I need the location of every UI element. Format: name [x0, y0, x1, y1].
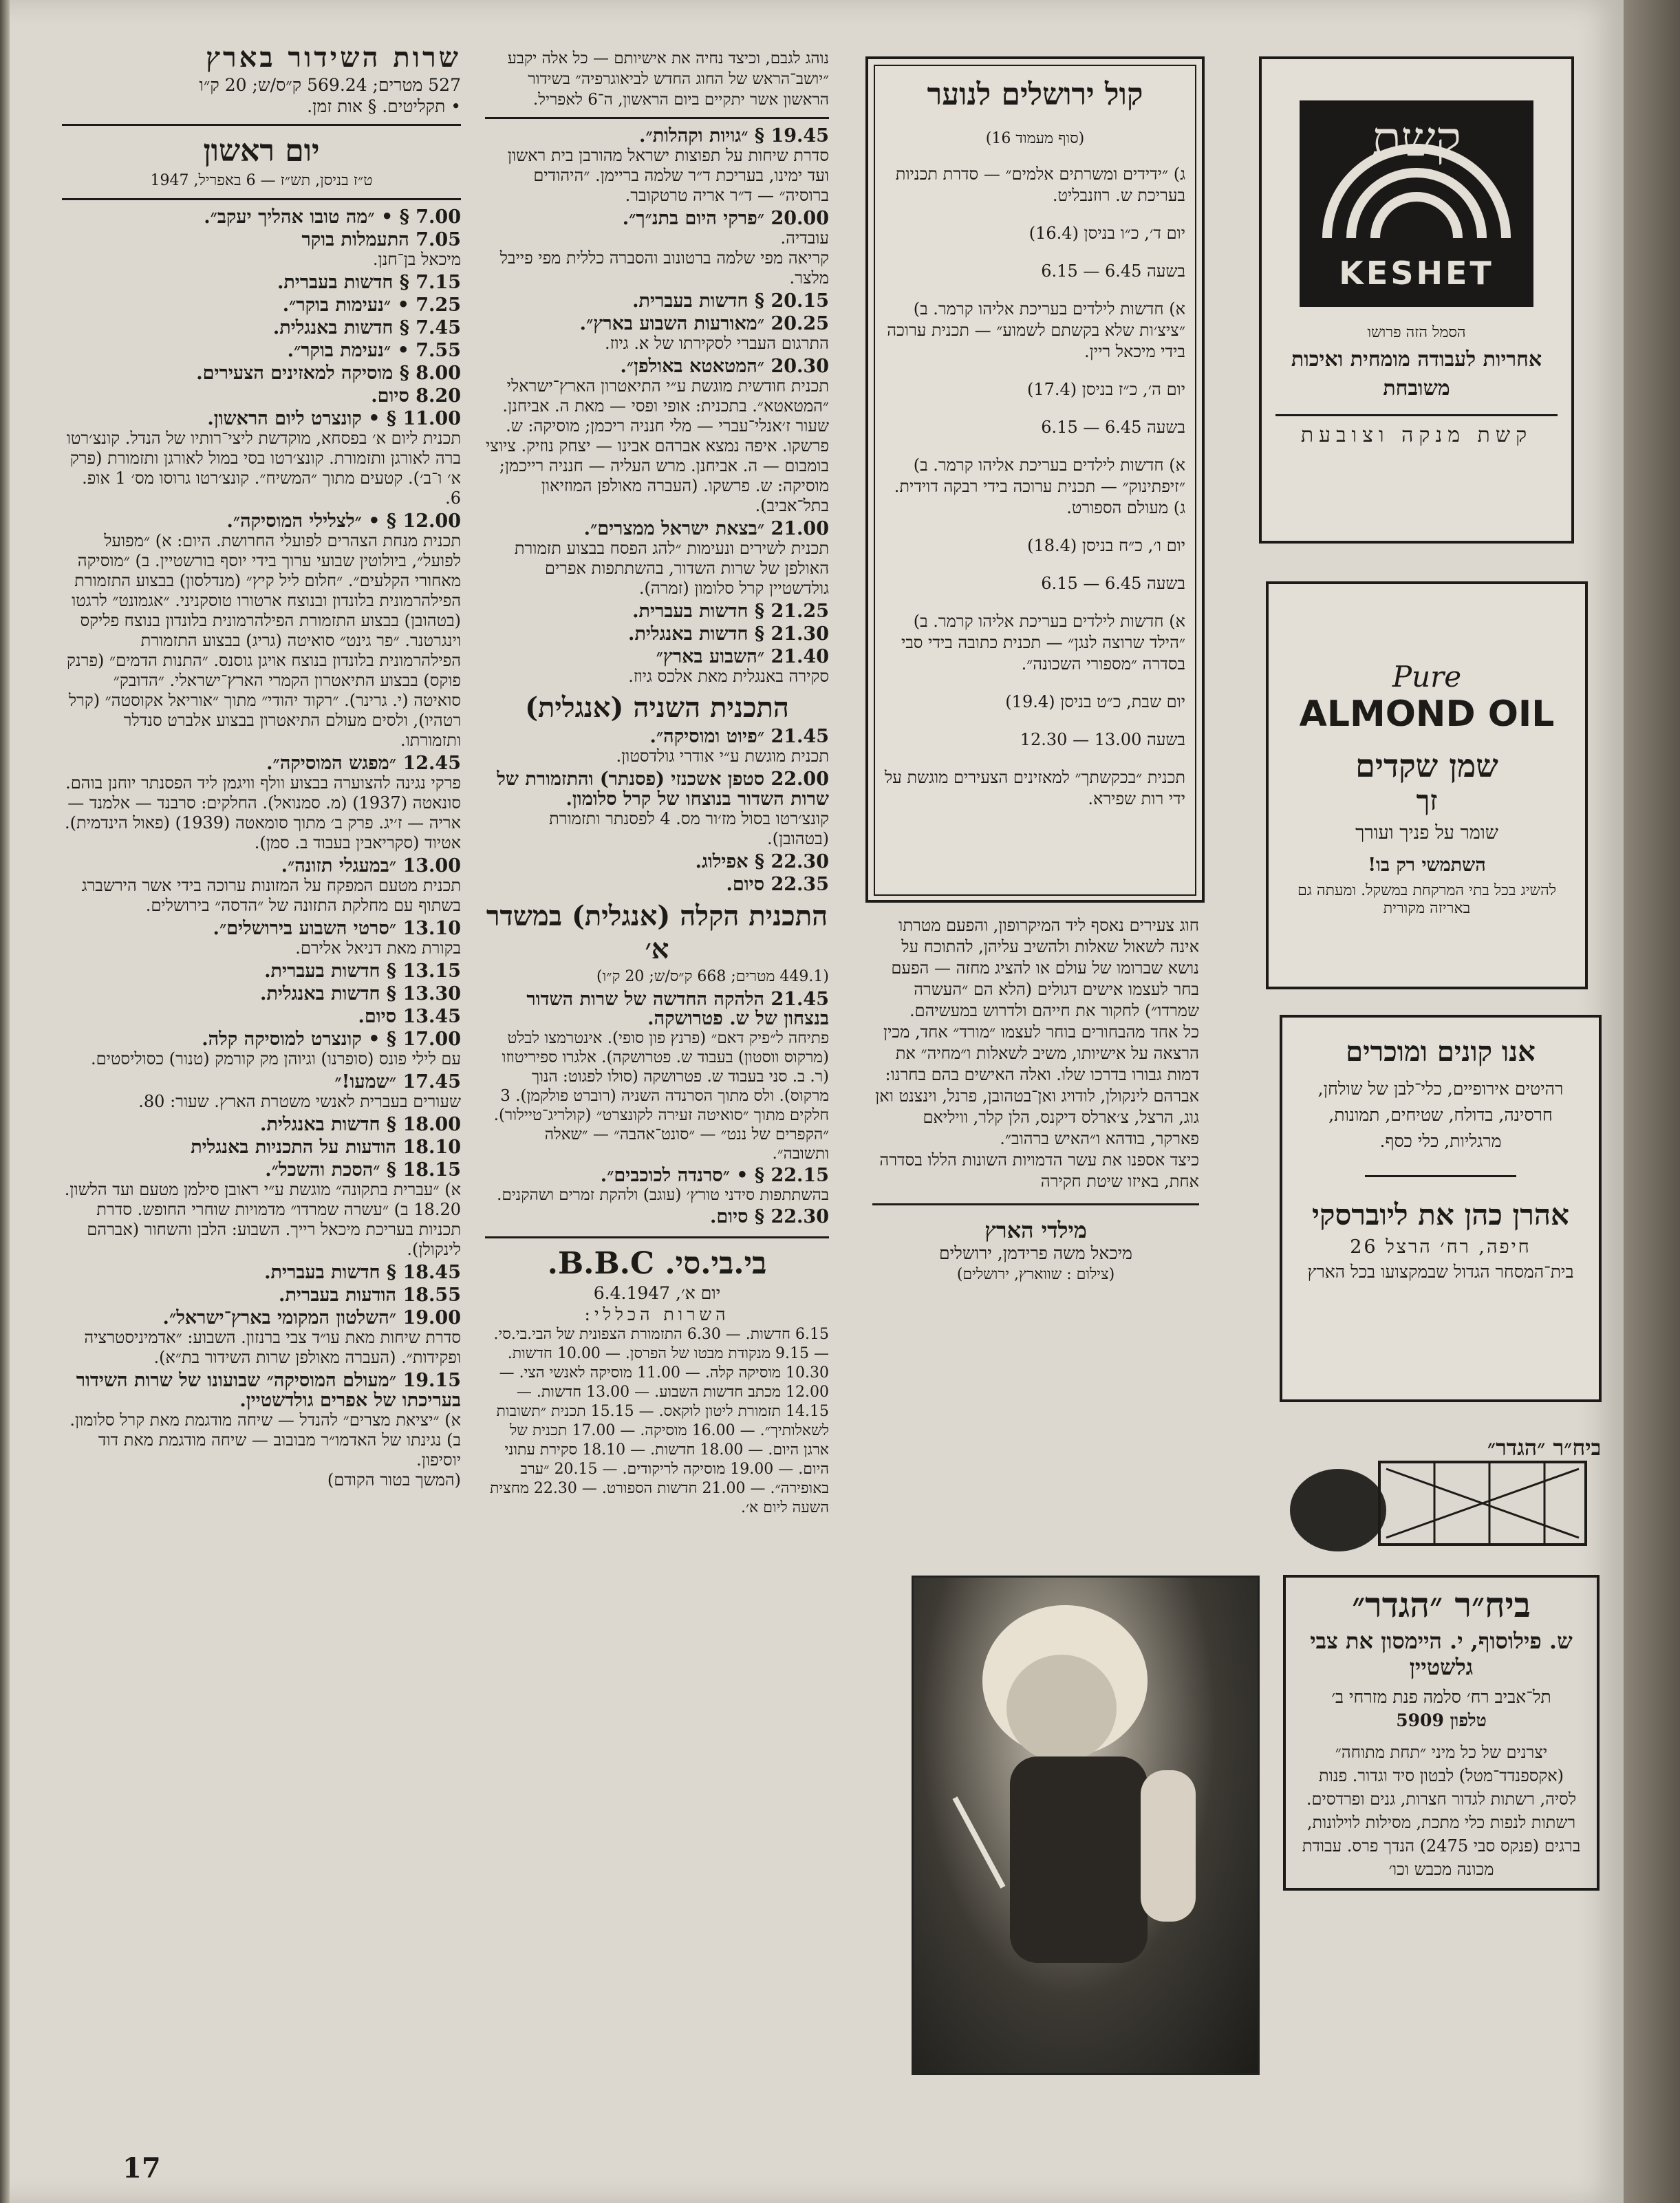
photo-caption: מיכאל משה פרידמן, ירושלים [939, 1243, 1132, 1263]
program-list [485, 126, 829, 687]
list-item: בשעה 6.45 — 6.15 [1041, 418, 1185, 437]
list-item: 21.00 ״בצאת ישראל ממצרים״. [583, 518, 829, 539]
almond-pure: Pure [1392, 660, 1462, 694]
list-item: יום ו׳, כ״ח בניסן (18.4) [1027, 536, 1185, 555]
list-item: א) חדשות לילדים בעריכת אליהו קרמר. ב) ״ציצ׳ות שלא בקשתם לשמוע״ — תכנית ערוכה בידי מיכאל ריין. [887, 299, 1185, 361]
list-item: בהשתתפות סידני טורץ׳ (עוגב) ולהקת זמרים ושהקנים. [497, 1186, 829, 1204]
divider [485, 117, 829, 119]
list-item: 19.15 ״מעולם המוסיקה״ שבועונו של שרות השידור בעריכתו של אפרים גולדשטיין. [76, 1370, 461, 1411]
list-item: 17.45 ״שמעו!״ [334, 1071, 461, 1093]
list-item: 7.25 • ״נעימות בוקר״. [282, 294, 461, 316]
list-item: סדרת שיחות מאת עו״ד צבי ברנזון. השבוע: ״אדמיניסטרציה ופקידות״. (העברה מאולפן שרות השידור בת״א). [84, 1328, 461, 1367]
divider [485, 1236, 829, 1238]
list-item: 8.20 סיום. [371, 385, 461, 407]
almond-line-1: שומר על פניך ועורך [1355, 822, 1498, 843]
divider [872, 1203, 1199, 1205]
list-item: א) ״יציאת מצרים״ להנדל — שיחה מודגמת מאת קרל סלומון. ב) נגינתו של האדמו״ר מבובוב — שיחה מודגמת מאת דוד יוסיפון. [69, 1410, 461, 1470]
list-item: 13.10 ״סרטי השבוע בירושלים״. [213, 918, 461, 939]
list-item: תכנית מנחת הצהרים לפועלי החרושת. היום: א) ״מפועל לפועל״, ביולוטין שבועי ערוך בידי יוסף בורשטיין. ב) ״מוסיקה מאחורי הקלעים״. ״חלום ליל קיץ״ (מנדלסון) בבצוע התזמורת הפילהרמונית בלונדון ובנוצח ארטורו טוסקניני. ״אגמונט״ לרגטו (בטהובן) בבצוע התזמורת הפילהרמונית בלונדון בנוצח פליקס וינגרטנר. ״פר גינט״ סואיטה (גריג) בבצוע התזמורת הפילהרמונית בלונדון בנוצח אויגן גוסנס. ״התנות הדמים״ (פרנק פוקס) בבצוע התיאטרון הקמרי הארץ־ישראלי. ״הדובק״ סואיטה (י. גרינר). ״רקוד יהודי״ מתוך ״אוריאל אקוסטה״ (קרל רטהיו), ולסים מעולם התיאטרון בבצוע אלברט סנדלר ותזמורתו. [67, 531, 461, 750]
list-item: קריאה מפי שלמה ברטונוב והסברה כללית מפי פייבל מלצר. [499, 248, 829, 288]
list-item: 8.00 § מוסיקה למאזינים הצעירים. [196, 363, 461, 384]
keshet-line-3: קשת מנקה וצובעת [1300, 423, 1533, 447]
list-item: 21.45 הלהקה החדשה של שרות השדור בנצחון של ש. פטרושקה. [526, 989, 829, 1029]
program-column-1 [62, 41, 461, 1490]
almond-line-3: להשיג בכל בתי המרקחת במשקל. ומעתה גם באריזה מקורית [1297, 882, 1557, 917]
list-item: 12.00 § • ״לצלילי המוסיקה״. [226, 511, 461, 532]
list-item: 7.55 • ״נעימת בוקר״. [287, 340, 461, 361]
photo-title: מילדי הארץ [984, 1217, 1087, 1243]
list-item: בקורת מאת דניאל אלירם. [295, 938, 461, 958]
list-item: תכנית ״בכקשתך״ למאזינים הצעירים מוגשת על ידי רות שפירא. [885, 768, 1185, 808]
list-item: 18.45 § חדשות בעברית. [264, 1262, 461, 1283]
list-item: תכנית ליום א׳ בפסחא, מוקדשת ליצי־רותיו של הנדל. קונצ׳רטו ברה לאורגן ותזמורת. קונצ׳רטו בסי במול לאורגן ותזמורת (פרק א׳ ו־ב׳). קטעים מתוך ״המשיח״. קונצ׳רטו גרוסו מס׳ 1 אופ. 6. [66, 429, 461, 508]
day-title: יום ראשון [203, 133, 320, 169]
list-item: 20.00 ״פרקי היום בתנ״ך״. [622, 208, 829, 229]
photo-credit: (צילום : שווארץ, ירושלים) [956, 1266, 1115, 1283]
hagader-ad [1283, 1428, 1600, 2050]
broadcast-header-title: שרות השידור בארץ [206, 41, 461, 74]
intro-text: נוהג לגבם, וכיצד נחיה את אישיותם — כל אלה יקבע ״יושב־הראש של החוג החדש לביאוגרפיה״ בשידור הראשון אשר יתקיים ביום הראשון, ה־6 לאפריל. [507, 50, 829, 109]
bbc-schedule: 6.15 חדשות. — 6.30 התזמורת הצפונית של הבי.בי.סי. — 9.15 מנקודת מבטו של הפרסן. — 10.00 חדשות. 10.30 מוסיקה קלה. — 11.00 מוסיקה לאנשי הצי. — 12.00 מכתב חדשות השבוע. — 13.00 חדשות. — 14.15 תזמורת ליטון לוקאס. — 15.15 תכנית ״תשובות לשאלותיך״. — 16.00 מוסיקה. — 17.00 תכנית של ארגן היום. — 18.00 חדשות. — 18.10 סקירת עתוני היום. — 19.00 מוסיקה לריקודים. — 20.15 ״ערב באופירה״. — 21.00 חדשות הספורט. — 22.30 מחצית השעה ליום א׳. [490, 1326, 829, 1516]
list-item: 20.25 ״מאורעות השבוע בארץ״. [579, 313, 829, 334]
divider [62, 198, 461, 200]
antiques-tagline: בית־המסחר הגדול שבמקצועו בכל הארץ [1307, 1262, 1574, 1282]
list-item: 21.30 § חדשות באנגלית. [628, 623, 829, 645]
light-program-title: התכנית הקלה (אנגלית) במשדר א׳ [486, 900, 828, 965]
list-item: עם לילי פונס (סופרנו) וגיוהן מק קורמק (טנור) כסוליסטים. [90, 1049, 461, 1068]
article-body [872, 915, 1199, 1192]
list-item: התרגום העברי לסקירתו של א. גיוז. [605, 334, 829, 353]
page-number: 17 [122, 2152, 161, 2184]
list-item: א) חדשות לילדים בעריכת אליהו קרמר. ב) ״זיפתינוק״ — תכנית ערוכה בידי רבקה דוידית. ג) מעולם הספורט. [894, 455, 1185, 517]
list-item: קונצ׳רטו בסול מז׳ור מס. 4 לפסנתר ותזמורת (בטהובן). [549, 809, 829, 848]
list-item: 18.00 § חדשות באנגלית. [260, 1114, 461, 1135]
list-item: 19.00 ״השלטון המקומי בארץ־ישראל״. [162, 1307, 461, 1329]
list-item: 18.15 § ״הסכת והשכל״. [265, 1159, 461, 1181]
second-program-title: התכנית השניה (אנגלית) [525, 691, 789, 724]
list-item: 19.45 § ״גויות וקהלות״. [639, 125, 829, 147]
list-item: 7.05 התעמלות בוקר [301, 229, 461, 250]
antiques-text: רהיטים אירופיים, כלי־לבן של שולחן, חרסינה, בדולח, שטיחים, תמונות, מרגליות, כלי כסף. [1317, 1079, 1564, 1151]
hagader-top-label: ביח״ר ״הגדר״ [1487, 1434, 1600, 1461]
antiques-title: אנו קונים ומוכרים [1346, 1035, 1536, 1068]
list-item: 13.45 סיום. [358, 1006, 461, 1027]
list-item: 7.00 § • ״מה טובו אהליך יעקב״. [204, 206, 461, 228]
youth-radio-title: קול ירושלים לנוער [927, 77, 1143, 112]
list-item: א) ״עברית בתקונה״ מוגשת ע״י ראובן סילמן מטעם ועד הלשון. 18.20 ב) ״עשרה שמרדו״ מדמויות שוחרי החופש. סדרת תכניות בעריכת מיכאל רייך. השבוע: הלבן והשחור (אברהם לינקולן). [64, 1180, 461, 1259]
list-item: פתיחה ל״פיק דאם״ (פרנץ פון סופי). אינטרמצו לבלט (מרקוס ווסטון) בעבוד ש. פטרושקה). אלגרו ספיריטוזו (ר. ב. סני בעבוד ש. פטרושקה (סולו לפגוט: הנוך מרקוס). ולס מתוך הסרנדה השניה (רוברט פולקמן). 3 חלקים מתוך ״סואיטה זעירה לקונצרט״ (קולריג־טיילור). ״הקפרים של ננט״ — ״סונט־אהבה״ — ״שאלה ותשובה״. [493, 1029, 829, 1163]
antiques-name: אהרן כהן את ליוברסקי [1312, 1198, 1569, 1232]
youth-radio-box [865, 56, 1205, 903]
child-photo [912, 1576, 1260, 2075]
list-item: תכנית לשירים ונעימות ״להג הפסח בבצוע תזמורת האולפן של שרות השדור, בהשתתפות אפרים גולדשטיין קרל סלומון (זמרה). [514, 539, 829, 598]
antiques-address: חיפה, רח׳ הרצל 26 [1350, 1236, 1531, 1258]
list-item: 17.00 § • קונצרט למוסיקה קלה. [202, 1029, 461, 1050]
keshet-logo-english: KESHET [1339, 255, 1494, 292]
list-item: כיצד אספנו את עשר הדמויות השונות הללו בסדרה אחת, באיזו שיטת חקירה [879, 1150, 1199, 1191]
list-item: 20.30 ״המטאטא באולפן״. [620, 356, 829, 377]
list-item: 18.10 הודעות על התכניות באנגלית [191, 1137, 461, 1158]
list-item: (המשך בטור הקודם) [327, 1470, 461, 1490]
keshet-logo [1300, 100, 1533, 307]
list-item: בשעה 6.45 — 6.15 [1041, 261, 1185, 281]
article-column [872, 915, 1199, 1285]
list-item: 22.30 § סיום. [709, 1206, 829, 1227]
hagader-owners: ש. פילוסוף, י. היימסון את צבי גלשטיין [1310, 1628, 1573, 1680]
youth-radio-list [885, 164, 1185, 810]
list-item: 21.40 ״השבוע בארץ״ [656, 646, 829, 667]
keshet-line-1: הסמל הזה פרושו [1367, 324, 1466, 341]
list-item: א) חדשות לילדים בעריכת אליהו קרמר. ב) ״הילד שרוצה לנגן״ — תכנית כתובה בידי סבי בסדרה ״מספורי השכונה״. [901, 612, 1185, 674]
almond-oil-english: ALMOND OIL [1299, 694, 1555, 735]
bbc-service: השרות הכללי: [584, 1304, 730, 1324]
hagader-text: יצרנים של כל מיני ״תחת מתוחה״ (אקספנדד־מטל) לבטון סיד וגדור. פנות לסיה, רשתות לגדור חצרות, גנים ופרדסים. רשתות לנפות כלי מתכת, מסילות לוילונות, ברגים (פנקס סבי 2475) הנדך פרס. עבודת מכונה מכבש וכו׳ [1302, 1743, 1581, 1879]
list-item: בשעה 6.45 — 6.15 [1041, 574, 1185, 593]
almond-line-2: השתמשי רק בו! [1368, 855, 1486, 876]
list-item: 12.45 ״מפגש המוסיקה״. [266, 753, 461, 774]
list-item: 22.15 § • ״סרנדה לכוכבים״. [600, 1165, 829, 1186]
fence-mesh-illustration [1283, 1428, 1600, 1565]
list-item: סדרת שיחות על תפוצות ישראל מהורבן בית ראשון ועד ימינו, בעריכת ד״ר שלמה בריימן. ״היהודים ברוסיה״ — ד״ר אריה טרטקובר. [507, 146, 829, 205]
list-item: 20.15 § חדשות בעברית. [632, 290, 829, 312]
child-figure-illustration [914, 1578, 1258, 2073]
almond-oil-hebrew: שמן שקדים [1355, 747, 1498, 784]
list-item: כל אחד מהבחורים בוחר לעצמו ״מורד״ אחד, מכין הרצאה על אישיותו, משיב לשאלות ו״מחיה״ את דמות גבורו בדרכו שלו. ואלה האישים בהם בחרנו: אברהם לינקולן, לודויג ואן־בטהובן, פרנל, וינצנט ואן גוג, הרצל, צ׳ארלס דיקנס, הלן קלר, וויליאם פארקר, בודהא ו״האיש ברהוב״. [875, 1022, 1199, 1148]
binding-strip [0, 0, 10, 2203]
hagader-title: ביח״ר ״הגדר״ [1352, 1584, 1531, 1625]
list-item: פרקי נגינה להצוערה בבצוע וולף וויגמן ליד הפסנתר יוחנן בוהם. סונאטה (1937) (מ. סמנואל). החלקים: סרבנד — אלמנד — אריה — ז׳יג. פרק ב׳ מתוך סומאטה (1939) (פאול הינדמית). אטיוד (סקריאבין בעבוד ב. סמן). [65, 773, 461, 852]
list-item: 13.15 § חדשות בעברית. [264, 960, 461, 982]
broadcast-legend: • תקליטים. § אות זמן. [307, 96, 461, 116]
list-item: 21.45 ״פיוט ומוסיקה״. [649, 726, 829, 747]
list-item: מיכאל בן־חנן. [372, 250, 461, 269]
list-item: יום שבת, כ״ט בניסן (19.4) [1005, 692, 1185, 711]
light-program-list [485, 990, 829, 1227]
list-item: 22.00 סטפן אשכנזי (פסנתר) והתזמורת של שרות השדור בנוצחו של קרל סלומון. [497, 769, 829, 810]
list-item: תכנית מטעם המפקח על המזונות ערוכה בידי אשר הירשברג בשתוף עם מחלקת התזונה של ״הדסה״ בירושלים. [81, 876, 461, 915]
bbc-title: בי.בי.סי. B.B.C. [547, 1246, 767, 1281]
broadcast-frequency: 527 מטרים; 569.24 ק״ס/ש; 20 ק״ו [199, 75, 461, 95]
keshet-ad [1259, 56, 1574, 544]
light-program-frequency: (449.1 מטרים; 668 ק״ס/ש; 20 ק״ו) [596, 968, 829, 985]
rainbow-icon [1300, 100, 1533, 252]
list-item: 13.30 § חדשות באנגלית. [260, 983, 461, 1004]
keshet-line-2: אחריות לעבודה מומחית ואיכות משובחת [1291, 347, 1542, 400]
youth-radio-subtitle: (סוף מעמוד 16) [985, 130, 1085, 147]
list-item: 21.25 § חדשות בעברית. [632, 601, 829, 622]
hagader-phone: טלפון 5909 [1396, 1710, 1487, 1730]
list-item: שעורים בעברית לאנשי משטרת הארץ. שעור: 80. [138, 1092, 461, 1111]
list-item: 11.00 § • קונצרט ליום הראשון. [207, 408, 461, 429]
list-item: עובדיה. [780, 228, 829, 248]
list-item: סקירה באנגלית מאת אלכס גיוז. [628, 667, 829, 686]
list-item: תכנית מוגשת ע״י אודרי גולדסטון. [616, 746, 829, 766]
hagader-address: תל־אביב רח׳ סלמה פנת מזרחי ב׳ [1331, 1687, 1551, 1707]
page-edge [1624, 0, 1680, 2203]
divider [62, 124, 461, 126]
program-column-2 [485, 48, 829, 1518]
day-date: ט״ז בניסן, תש״ז — 6 באפריל, 1947 [150, 172, 373, 189]
list-item: 22.35 סיום. [726, 874, 829, 895]
list-item: 22.30 § אפילוג. [695, 851, 829, 872]
list-item: יום ד׳, כ״ו בניסן (16.4) [1029, 224, 1185, 243]
almond-zach: זך [1416, 784, 1438, 817]
list-item: 18.55 הודעות בעברית. [279, 1285, 461, 1306]
second-program-list [485, 727, 829, 894]
program-list [62, 207, 461, 1490]
list-item: בשעה 13.00 — 12.30 [1020, 730, 1185, 749]
list-item: ג) ״ידידים ומשרתים אלמים״ — סדרת תכניות בעריכת ש. רוזנבליט. [895, 164, 1185, 205]
list-item: 7.15 § חדשות בעברית. [277, 272, 461, 293]
list-item: 7.45 § חדשות באנגלית. [272, 317, 461, 338]
list-item: חוג צעירים נאסף ליד המיקרופון, והפעם מטרתו אינה לשאול שאלות ולהשיב עליהן, להתוכח על נושא שברומו של עולם או להציג מחזה — הפעם בחר לעצמו אישים דגולים (הלא הם ״העשרה שמרדו״) לחקור את חייהם ולדרוש במעשיהם. [891, 916, 1199, 1020]
antiques-ad [1280, 1015, 1602, 1402]
list-item: 13.00 ״במעגלי תזונה״. [281, 855, 461, 877]
keshet-logo-hebrew: קשת [1372, 111, 1461, 167]
list-item: תכנית חודשית מוגשת ע״י התיאטרון הארץ־ישראלי ״המטאטא״. בתכנית: אופי ופסי — מאת ה. אביחנן. שעור ז׳אנלי־עברי — מלי חנניה ריכמן; מוסיקה: ש. פרשקו. איפה נמצא אברהם אבינו — יצחק נוזיק. ציוצי בומבום — ה. אביחנן. מרש העליה — חנניה רייכמן; מוסיקה: ש. פרשקו. (העברה מאולפן המוזיאון בתל־אביב). [485, 376, 829, 515]
list-item: יום ה׳, כ״ז בניסן (17.4) [1026, 380, 1185, 399]
bbc-day: יום א׳, 6.4.1947 [593, 1283, 721, 1303]
almond-oil-ad [1266, 581, 1588, 989]
